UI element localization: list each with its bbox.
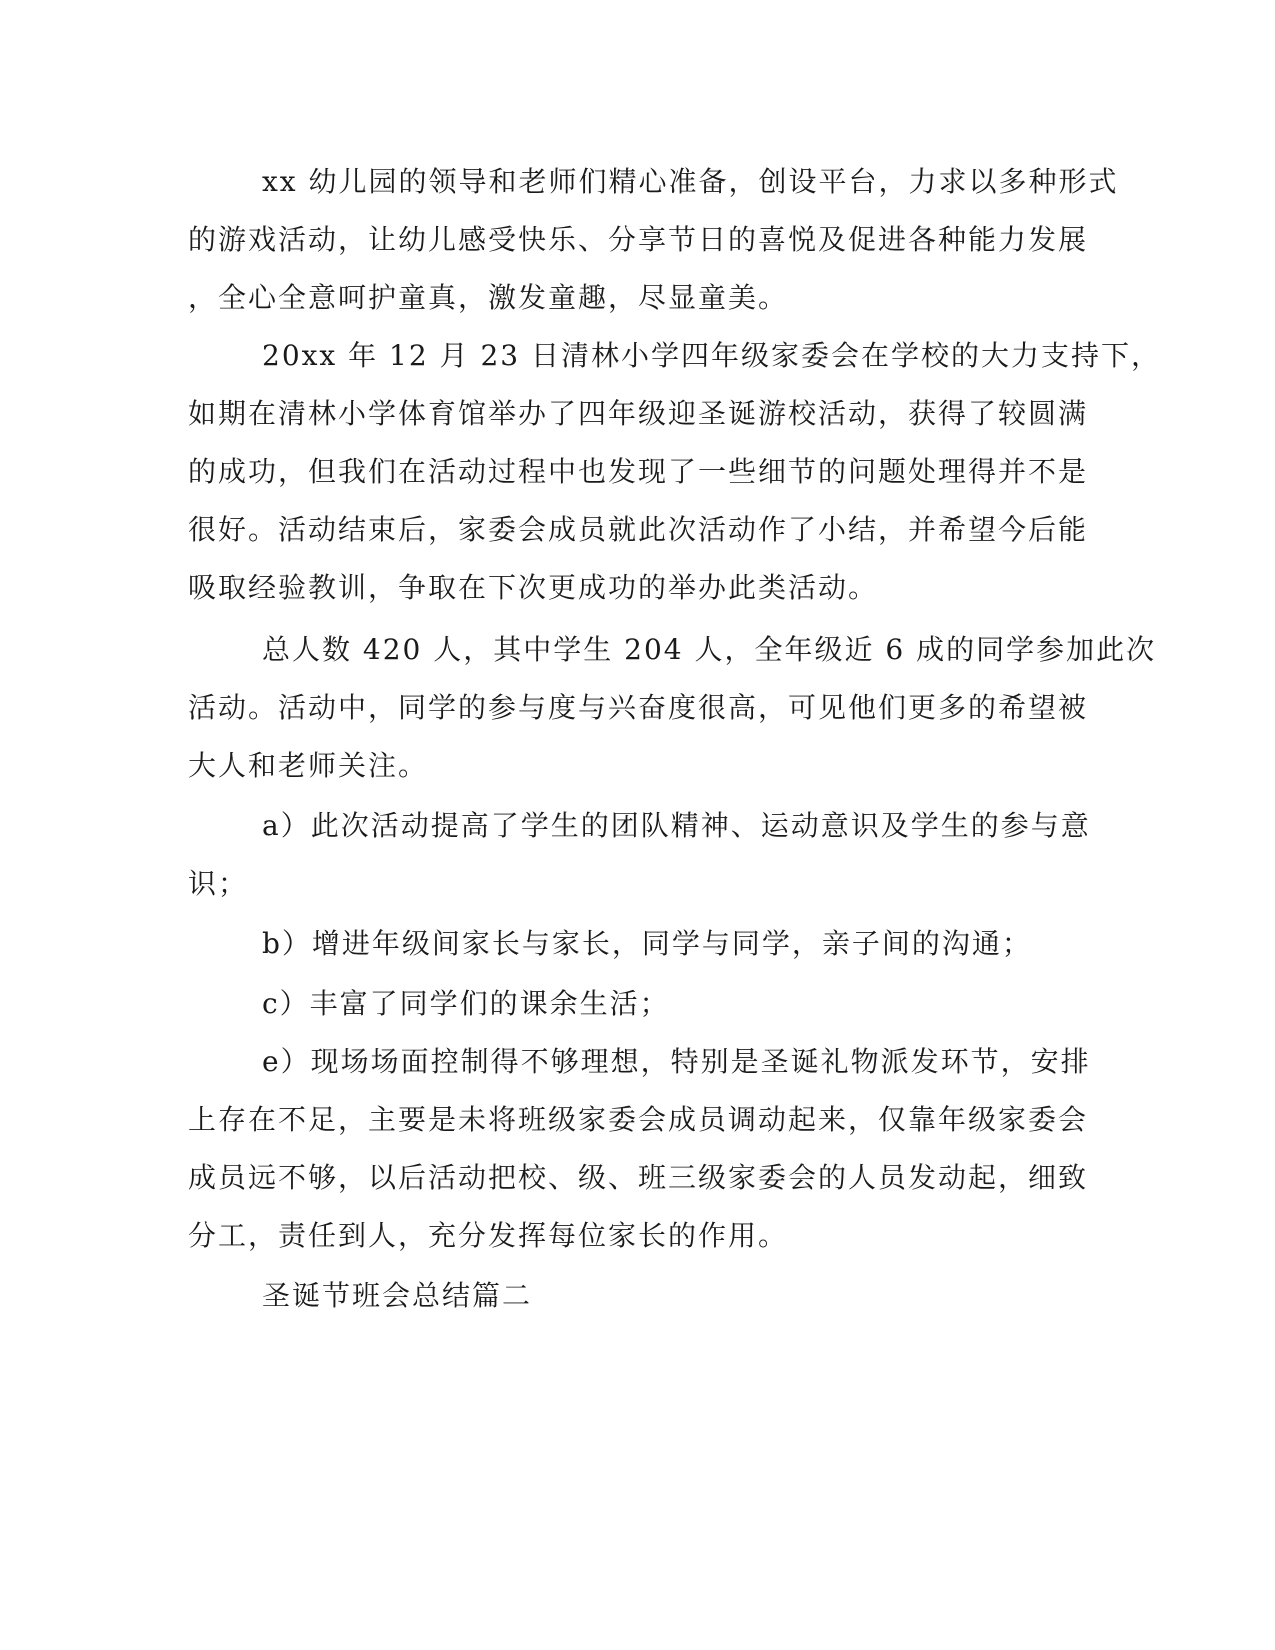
text-line: 如期在清林小学体育馆举办了四年级迎圣诞游校活动，获得了较圆满 <box>188 397 1089 430</box>
text-line: xx 幼儿园的领导和老师们精心准备，创设平台，力求以多种形式 <box>262 165 1119 198</box>
text-line: 成员远不够，以后活动把校、级、班三级家委会的人员发动起，细致 <box>188 1161 1089 1194</box>
text-line: 20xx 年 12 月 23 日清林小学四年级家委会在学校的大力支持下， <box>262 339 1161 372</box>
text-line: 分工，责任到人，充分发挥每位家长的作用。 <box>188 1219 789 1252</box>
text-line: b）增进年级间家长与家长，同学与同学，亲子间的沟通； <box>262 927 1032 960</box>
text-line: 吸取经验教训，争取在下次更成功的举办此类活动。 <box>188 571 879 604</box>
text-line: 的游戏活动，让幼儿感受快乐、分享节日的喜悦及促进各种能力发展 <box>188 223 1089 256</box>
text-line: 总人数 420 人，其中学生 204 人，全年级近 6 成的同学参加此次 <box>262 633 1157 666</box>
text-line: 上存在不足，主要是未将班级家委会成员调动起来，仅靠年级家委会 <box>188 1103 1089 1136</box>
text-line: 的成功，但我们在活动过程中也发现了一些细节的问题处理得并不是 <box>188 455 1089 488</box>
section-heading: 圣诞节班会总结篇二 <box>262 1279 533 1312</box>
text-line: 很好。活动结束后，家委会成员就此次活动作了小结，并希望今后能 <box>188 513 1089 546</box>
text-line: ，全心全意呵护童真，激发童趣，尽显童美。 <box>188 281 789 314</box>
text-line: 识； <box>188 867 249 900</box>
text-line: e）现场场面控制得不够理想，特别是圣诞礼物派发环节，安排 <box>262 1045 1091 1078</box>
text-line: 大人和老师关注。 <box>188 749 429 782</box>
text-line: a）此次活动提高了学生的团队精神、运动意识及学生的参与意 <box>262 809 1091 842</box>
text-line: c）丰富了同学们的课余生活； <box>262 987 670 1020</box>
text-line: 活动。活动中，同学的参与度与兴奋度很高，可见他们更多的希望被 <box>188 691 1089 724</box>
